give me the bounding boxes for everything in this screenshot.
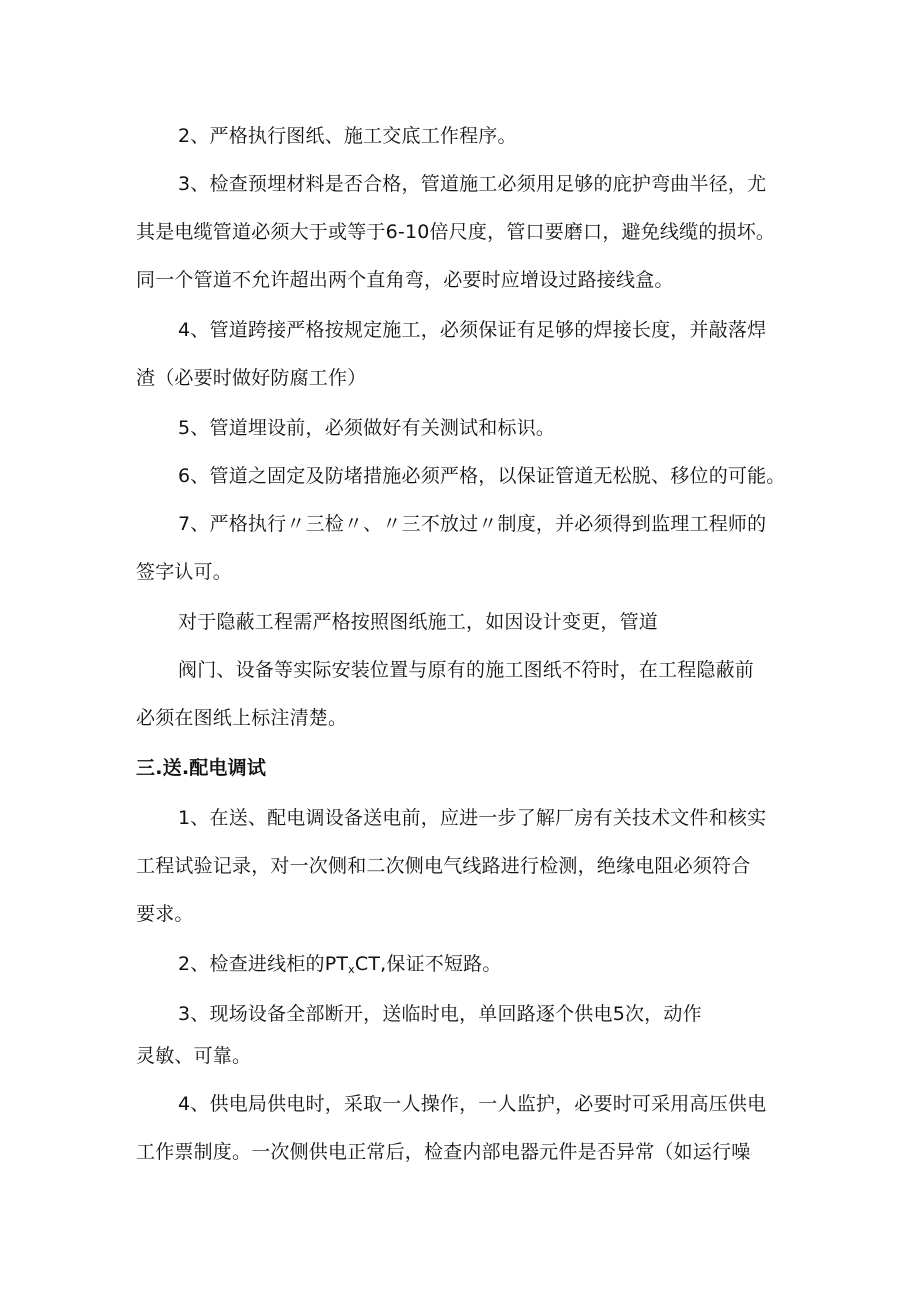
paragraph-item-5: 5、管道埋设前，必须做好有关测试和标识。	[178, 417, 556, 439]
paragraph-item-3-line-2: 其是电缆管道必须大于或等于6-10倍尺度，管口要磨口，避免线缆的损坏。	[136, 221, 776, 243]
concealed-work-paragraph-line-2: 阀门、设备等实际安装位置与原有的施工图纸不符时，在工程隐蔽前	[178, 659, 755, 681]
concealed-work-paragraph-line-1: 对于隐蔽工程需严格按照图纸施工，如因设计变更，管道	[178, 611, 659, 633]
section3-item-1-line-1: 1、在送、配电调设备送电前，应进一步了解厂房有关技术文件和核实	[178, 807, 767, 829]
section3-item-2-subscript: x	[348, 963, 355, 976]
paragraph-item-6: 6、管道之固定及防堵措施必须严格，以保证管道无松脱、移位的可能。	[178, 465, 786, 487]
section3-item-2-prefix: 2、检查进线柜的PT	[178, 953, 349, 975]
section3-item-2-suffix: CT,保证不短路。	[354, 953, 502, 975]
section3-item-4-line-2: 工作票制度。一次侧供电正常后，检查内部电器元件是否异常（如运行噪	[136, 1141, 751, 1163]
paragraph-item-4-line-1: 4、管道跨接严格按规定施工，必须保证有足够的焊接长度，并敲落焊	[178, 319, 767, 341]
section3-item-1-line-2: 工程试验记录，对一次侧和二次侧电气线路进行检测，绝缘电阻必须符合	[136, 855, 751, 877]
section3-item-1-line-3: 要求。	[136, 903, 194, 925]
section3-item-3-line-2: 灵敏、可靠。	[136, 1045, 252, 1067]
paragraph-item-7-line-2: 签字认可。	[136, 561, 233, 583]
paragraph-item-4-line-2: 渣（必要时做好防腐工作）	[136, 367, 367, 389]
paragraph-item-7-line-1: 7、严格执行〃三检〃、〃三不放过〃制度，并必须得到监理工程师的	[178, 513, 767, 535]
section3-item-3-line-1: 3、现场设备全部断开，送临时电，单回路逐个供电5次，动作	[178, 1003, 702, 1025]
section3-item-2	[178, 952, 502, 982]
section3-item-4-line-1: 4、供电局供电时，采取一人操作，一人监护，必要时可采用高压供电	[178, 1093, 767, 1115]
paragraph-item-3-line-1: 3、检查预埋材料是否合格，管道施工必须用足够的庇护弯曲半径，尤	[178, 173, 767, 195]
section-heading: 三.送.配电调试	[136, 757, 267, 779]
concealed-work-paragraph-line-3: 必须在图纸上标注清楚。	[136, 707, 348, 729]
paragraph-item-3-line-3: 同一个管道不允许超出两个直角弯，必要时应增设过路接线盒。	[136, 269, 674, 291]
paragraph-item-2: 2、严格执行图纸、施工交底工作程序。	[178, 125, 517, 147]
